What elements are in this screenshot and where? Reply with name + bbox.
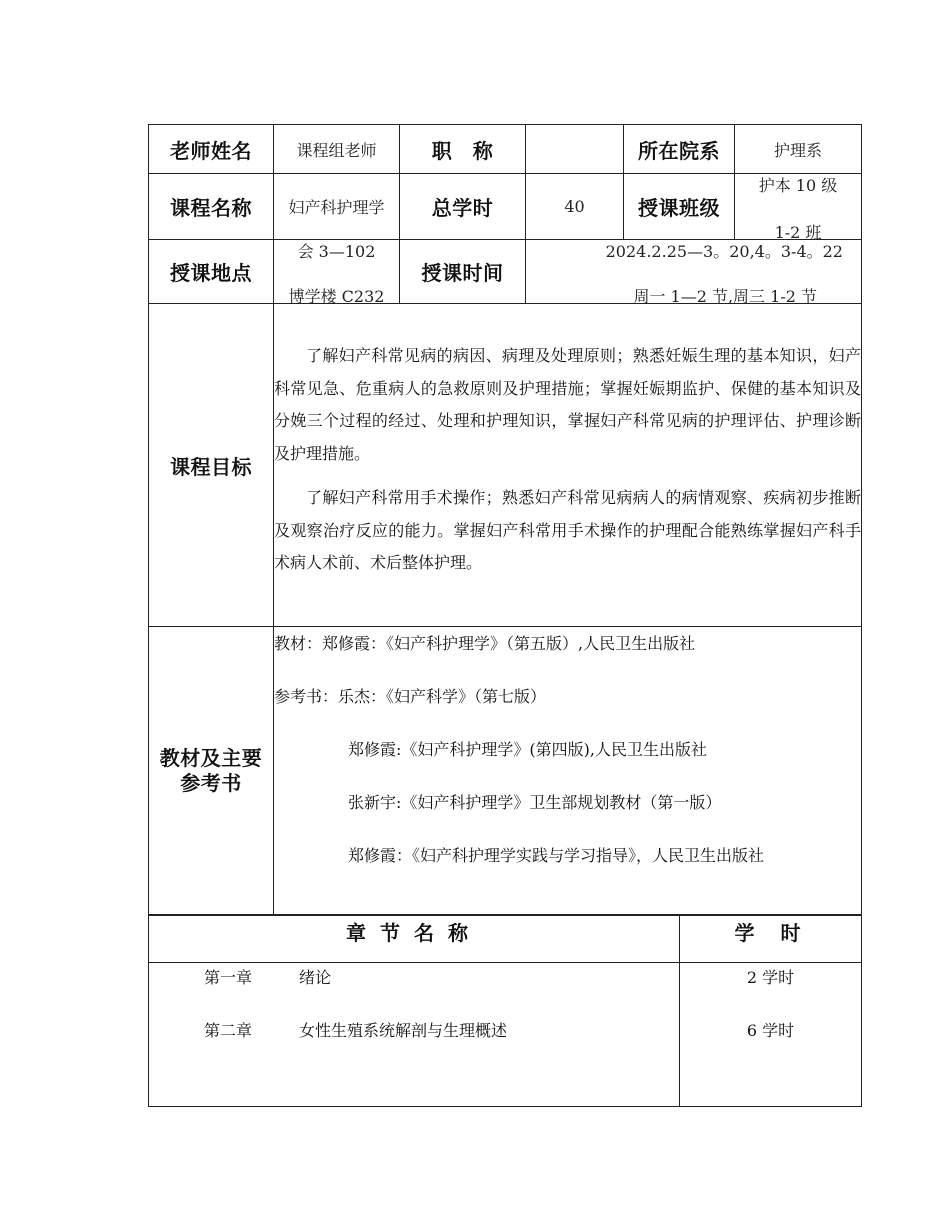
chapter-number: 第二章: [204, 1021, 253, 1040]
schedule-header-row: [149, 915, 862, 963]
class-label: 授课班级: [624, 174, 735, 240]
course-label: 课程名称: [149, 174, 274, 240]
course-info-table: [148, 124, 862, 916]
class-value: [735, 174, 862, 240]
place-label: 授课地点: [149, 240, 274, 304]
books-content: [274, 627, 862, 916]
teacher-label: 老师姓名: [149, 125, 274, 174]
dept-label: 所在院系: [624, 125, 735, 174]
chapter-list: [149, 963, 680, 1107]
goals-label: 课程目标: [149, 304, 274, 627]
chapter-number: 第一章: [204, 968, 253, 987]
chapter-header: 章节名称: [149, 915, 680, 963]
ref-intro-line: 参考书：乐杰：《妇产科学》（第七版）: [274, 687, 547, 706]
row-place: [149, 240, 862, 304]
place-value-line-1: 会 3—102: [297, 241, 376, 261]
row-teacher: [149, 125, 862, 174]
hours-header: 学时: [680, 915, 862, 963]
ref-line-1: 郑修霞:《妇产科护理学》(第四版),人民卫生出版社: [348, 740, 707, 759]
ref-line-2: 张新宇:《妇产科护理学》卫生部规划教材（第一版）: [348, 793, 722, 812]
course-value: 妇产科护理学: [274, 174, 400, 240]
row-course: [149, 174, 862, 240]
hours-label: 总学时: [400, 174, 526, 240]
teacher-value: 课程组老师: [274, 125, 400, 174]
title-label: 职 称: [400, 125, 526, 174]
hours-value: 40: [526, 174, 624, 240]
ref-line-3: 郑修霞：《妇产科护理学实践与学习指导》，人民卫生出版社: [348, 846, 765, 865]
textbook-line: 教材：郑修霞：《妇产科护理学》（第五版）,人民卫生出版社: [274, 634, 696, 653]
time-label: 授课时间: [400, 240, 526, 304]
hours-list: [680, 963, 862, 1107]
chapter-hours: 2 学时: [746, 968, 795, 987]
dept-value: 护理系: [735, 125, 862, 174]
chapter-name: 女性生殖系统解剖与生理概述: [299, 1021, 508, 1040]
schedule-body-row: [149, 963, 862, 1107]
goals-paragraph-1: 了解妇产科常见病的病因、病理及处理原则；熟悉妊娠生理的基本知识，妇产科常见急、危重病人的急救原则及护理措施；掌握妊娠期监护、保健的基本知识及分娩三个过程的经过、处理和护理知识，掌握妇产科常见病的护理评估、护理诊断及护理措施。: [274, 346, 861, 463]
class-value-line-2: 1-2 班: [774, 222, 822, 242]
goals-paragraph-2: 了解妇产科常用手术操作；熟悉妇产科常见病病人的病情观察、疾病初步推断及观察治疗反应的能力。掌握妇产科常用手术操作的护理配合能熟练掌握妇产科手术病人术前、术后整体护理。: [274, 488, 861, 572]
row-books: [149, 627, 862, 916]
class-value-line-1: 护本 10 级: [758, 175, 838, 195]
books-label: 教材及主要参考书: [149, 627, 274, 916]
goals-content: [274, 304, 862, 627]
chapter-name: 绪论: [299, 968, 332, 987]
time-value-line-1: 2024.2.25—3。20,4。3-4。22: [605, 241, 843, 261]
time-value: [526, 240, 862, 304]
title-value: [526, 125, 624, 174]
place-value-line-2: 博学楼 C232: [288, 286, 385, 306]
chapter-hours: 6 学时: [746, 1021, 795, 1040]
row-goals: [149, 304, 862, 627]
place-value: [274, 240, 400, 304]
schedule-table: [148, 914, 862, 1107]
time-value-line-2: 周一 1—2 节,周三 1-2 节: [633, 286, 817, 306]
